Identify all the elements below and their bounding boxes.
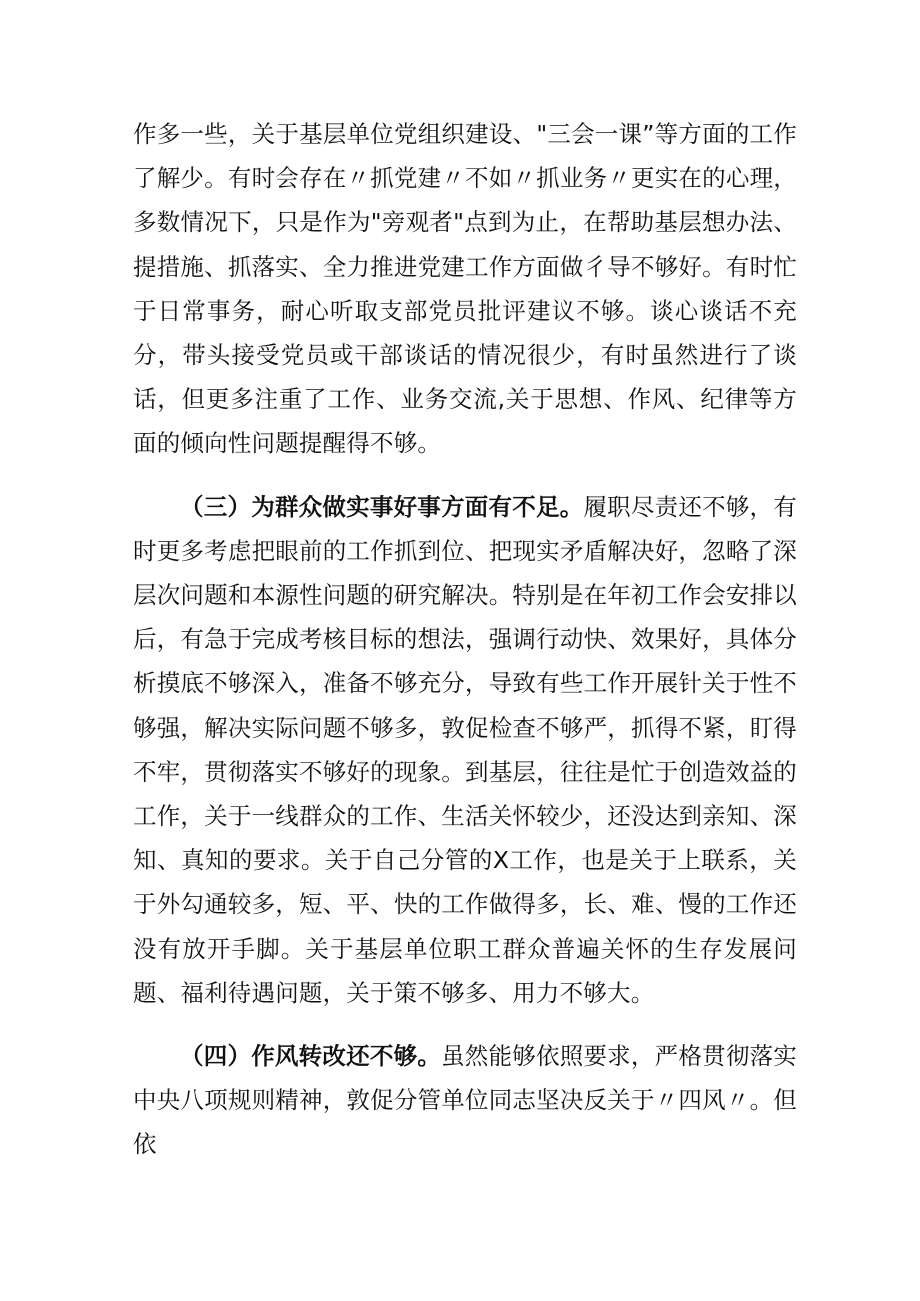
paragraph-section-four <box>133 1034 797 1167</box>
document-body <box>133 112 797 1167</box>
paragraph-continuation <box>133 112 797 466</box>
paragraph-section-three <box>133 485 797 1015</box>
paragraph-text: 履职尽责还不够，有时更多考虑把眼前的工作抓到位、把现实矛盾解决好，忽略了深层次问题和本源性问题的研究解决。特别是在年初工作会安排以后，有急于完成考核目标的想法，强调行动快、效果好，具体分析摸底不够深入，准备不够充分，导致有些工作开展针关于性不够强，解决实际问题不够多，敦促检查不够严，抓得不紧，盯得不牢，贯彻落实不够好的现象。到基层，往往是忙于创造效益的工作，关于一线群众的工作、生活关怀较少，还没达到亲知、深知、真知的要求。关于自己分管的X工作，也是关于上联系，关于外勾通较多，短、平、快的工作做得多，长、难、慢的工作还没有放开手脚。关于基层单位职工群众普遍关怀的生存发展问题、福利待遇问题，关于策不够多、用力不够大。 <box>133 492 797 1007</box>
section-heading: （三）为群众做实事好事方面有不足。 <box>180 492 584 521</box>
paragraph-text: 虽然能够依照要求，严格贯彻落实中央八项规则精神，敦促分管单位同志坚决反关于〃四风〃。但依 <box>133 1042 798 1159</box>
section-heading: （四）作风转改还不够。 <box>180 1042 442 1071</box>
paragraph-text: 作多一些，关于基层单位党组织建设、"三会一课”等方面的工作了解少。有时会存在〃抓党建〃不如〃抓业务〃更实在的心理，多数情况下，只是作为"旁观者"点到为止，在帮助基层想办法、提措施、抓落实、全力推进党建工作方面做彳导不够好。有时忙于日常事务，耐心听取支部党员批评建议不够。谈心谈话不充分，带头接受党员或干部谈话的情况很少，有时虽然进行了谈话，但更多注重了工作、业务交流,关于思想、作风、纪律等方面的倾向性问题提醒得不够。 <box>133 120 797 458</box>
